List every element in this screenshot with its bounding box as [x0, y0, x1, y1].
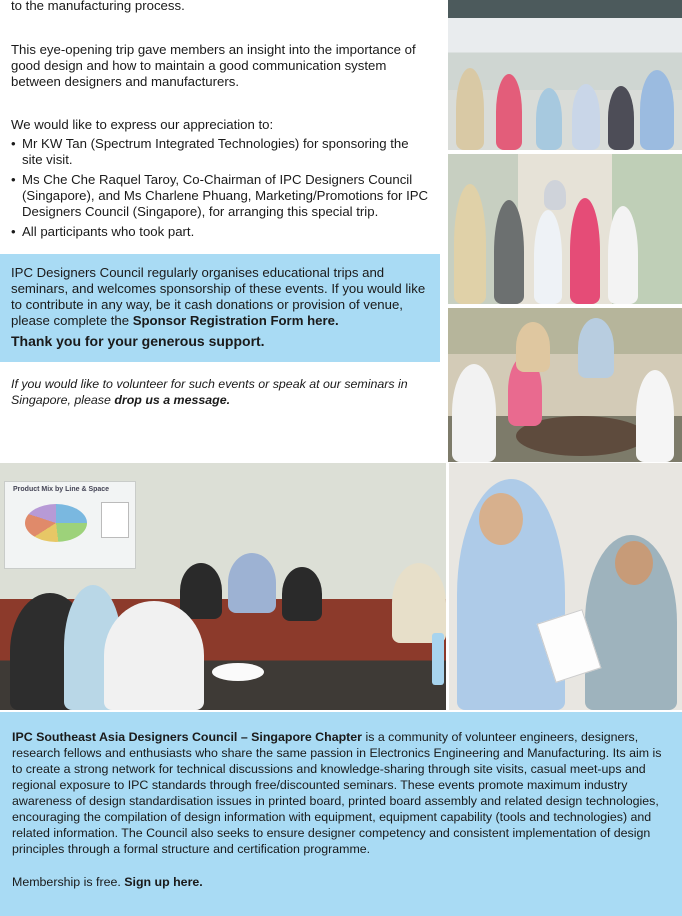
group-photo-dinner	[448, 308, 682, 462]
appreciation-list	[11, 136, 431, 244]
list-item: • Ms Che Che Raquel Taroy, Co-Chairman of IPC Designers Council (Singapore), and Ms Charlene Phuang, Marketing/Promotions for IPC Designers Council (Singapore), for arranging this special trip.	[11, 172, 431, 220]
org-description: is a community of volunteer engineers, designers, research fellows and enthusiasts who share the same passion in Electronics Engineering and Manufacturing. Its aim is to create a strong network for technical discussions and knowledge-sharing through site visits, casual meet-ups and regional exposure to IPC standards through free/discounted seminars. These events promote maximum industry awareness of design standardisation issues in printed board, printed board assembly and related design technologies, encouraging the compilation of design information with equipment, equipment capability (tools and technologies) and related information. The Council also seeks to ensure designer competency and consistent implementation of design principles through a formal structure and certification programme.	[12, 730, 662, 856]
insight-paragraph: This eye-opening trip gave members an insight into the importance of good design and how to maintain a good communication system between designers and manufacturers.	[11, 42, 416, 89]
org-name: IPC Southeast Asia Designers Council – Singapore Chapter	[12, 730, 362, 744]
sign-up-link[interactable]: Sign up here.	[124, 875, 203, 889]
about-council-box	[0, 712, 682, 916]
article-column	[0, 0, 442, 458]
intro-tail-text: to the manufacturing process.	[11, 0, 185, 13]
appreciation-intro: We would like to express our appreciation to:	[11, 117, 274, 132]
group-photo-outdoor	[448, 0, 682, 150]
sponsorship-text: IPC Designers Council regularly organises educational trips and seminars, and welcomes sponsorship of these events. If you would like to contribute in any way, be it cash donations or provision of venue, please complete the	[11, 265, 426, 328]
sponsor-registration-link[interactable]: Sponsor Registration Form here.	[132, 313, 339, 328]
volunteer-note	[11, 376, 431, 408]
screen-title: Product Mix by Line & Space	[13, 486, 110, 493]
meeting-room-photo	[0, 463, 446, 710]
sponsorship-callout	[0, 254, 440, 362]
about-paragraph	[12, 729, 670, 857]
pie-chart-graphic	[25, 504, 87, 542]
list-item: • Mr KW Tan (Spectrum Integrated Technologies) for sponsoring the site visit.	[11, 136, 431, 168]
membership-text: Membership is free.	[12, 875, 125, 889]
drop-message-link[interactable]: drop us a message.	[114, 393, 231, 407]
membership-line	[12, 874, 670, 890]
presentation-screen	[4, 481, 136, 569]
thanks-heading: Thank you for your generous support.	[11, 333, 265, 349]
group-photo-office	[448, 154, 682, 304]
volunteer-text: If you would like to volunteer for such events or speak at our seminars in Singapore, please	[11, 377, 408, 407]
list-item: • All participants who took part.	[11, 224, 431, 240]
legend-graphic	[101, 502, 129, 538]
certificate-presentation-photo	[449, 463, 682, 710]
